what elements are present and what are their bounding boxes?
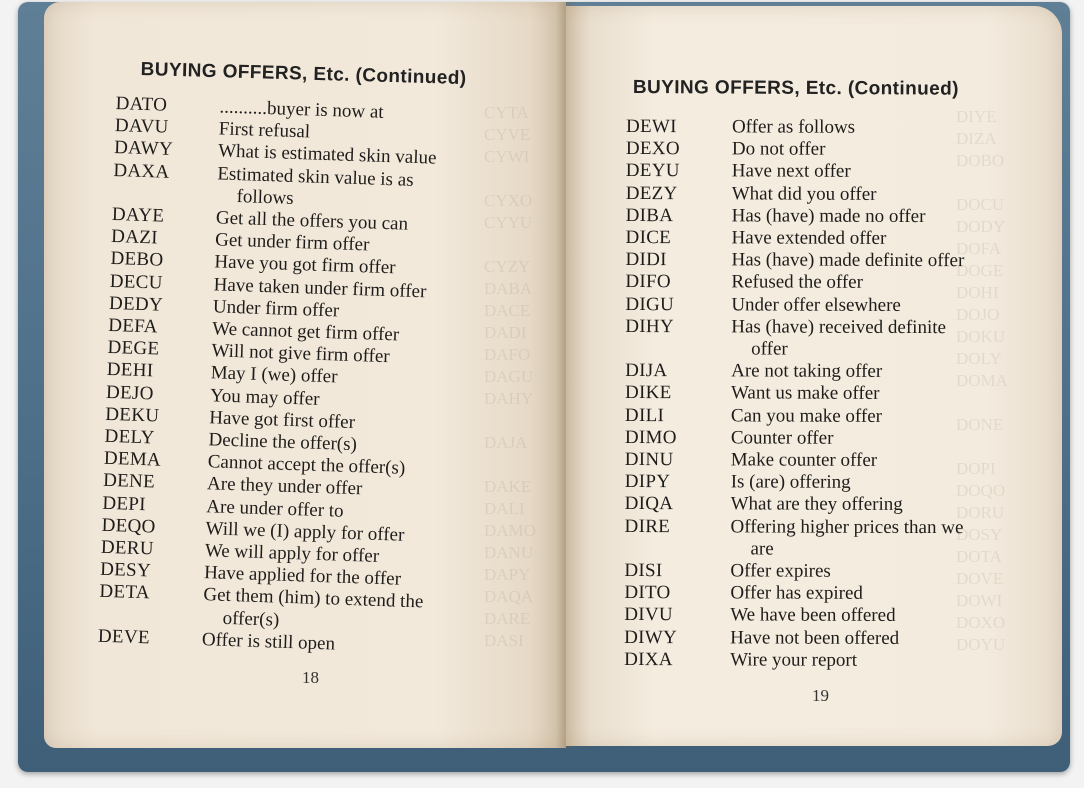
code-meaning-text: Is (are) offering bbox=[730, 471, 851, 494]
code-meaning bbox=[731, 427, 1057, 450]
code-meaning-text: First refusal bbox=[218, 118, 311, 143]
code-meaning bbox=[730, 516, 1056, 562]
code-word: DIMO bbox=[624, 426, 677, 449]
code-meaning bbox=[731, 316, 1057, 362]
code-word: DAXA bbox=[113, 159, 170, 183]
code-entry bbox=[625, 360, 1057, 384]
code-meaning-text: Offer as follows bbox=[731, 116, 856, 138]
code-meaning-text: Decline the offer(s) bbox=[208, 429, 358, 456]
code-meaning-text: Offer is still open bbox=[201, 629, 336, 655]
code-meaning-text: Have extended offer bbox=[731, 227, 887, 249]
code-meaning-text: Will not give firm offer bbox=[211, 340, 391, 368]
code-meaning-continuation: offer bbox=[751, 338, 788, 360]
code-word: DEVE bbox=[97, 625, 151, 649]
code-meaning bbox=[730, 649, 1056, 672]
code-meaning-text: Under offer elsewhere bbox=[731, 293, 901, 316]
code-meaning-text: Cannot accept the offer(s) bbox=[207, 451, 406, 480]
bleed-through-text: DIYE DIZA DOBO DOCU DODY DOFA DOGE DOHI DOJO DOKU DOLY DOMA DONE DOPI DOQO DORU DOSY DOTA DOVE DOWI DOXO DOYU bbox=[956, 107, 1008, 654]
code-meaning-text: Have not been offered bbox=[730, 627, 900, 649]
code-meaning-text: Offer expires bbox=[730, 560, 831, 582]
code-word: DEBO bbox=[110, 248, 164, 272]
code-entry bbox=[624, 582, 1056, 606]
code-meaning-text: Wire your report bbox=[730, 649, 858, 671]
code-word: DETA bbox=[99, 581, 151, 604]
code-meaning-text: Estimated skin value is as bbox=[217, 163, 414, 191]
code-word: DEFA bbox=[107, 314, 159, 338]
page-number: 18 bbox=[302, 668, 319, 687]
code-meaning bbox=[731, 449, 1057, 472]
code-entry bbox=[625, 316, 1057, 362]
code-word: DEPI bbox=[102, 492, 147, 515]
page-heading: BUYING OFFERS, Etc. (Continued) bbox=[632, 77, 959, 100]
code-word: DICE bbox=[625, 227, 672, 249]
code-entry bbox=[626, 227, 1058, 251]
code-word: DEXO bbox=[625, 138, 680, 160]
code-entry bbox=[626, 138, 1058, 162]
code-meaning-text: We cannot get firm offer bbox=[211, 318, 400, 346]
code-meaning bbox=[731, 383, 1057, 406]
code-meaning bbox=[731, 272, 1057, 295]
code-entry bbox=[626, 116, 1058, 140]
code-entry bbox=[625, 449, 1057, 473]
code-meaning-text: Have got first offer bbox=[208, 407, 356, 433]
code-meaning-continuation: offer(s) bbox=[222, 607, 280, 631]
code-word: DIKE bbox=[624, 382, 672, 404]
code-meaning bbox=[731, 250, 1057, 273]
code-entry bbox=[625, 249, 1057, 273]
code-meaning bbox=[732, 161, 1058, 184]
code-entry bbox=[624, 560, 1056, 584]
code-meaning-text: Will we (I) apply for offer bbox=[205, 518, 405, 546]
code-word: DIPY bbox=[624, 471, 671, 493]
code-meaning bbox=[731, 472, 1057, 495]
code-entry bbox=[626, 205, 1058, 229]
code-list bbox=[98, 93, 556, 662]
code-entry bbox=[624, 516, 1056, 562]
code-meaning-text: You may offer bbox=[209, 384, 320, 410]
code-word: DIDI bbox=[625, 249, 667, 271]
code-word: DAWY bbox=[113, 137, 174, 161]
code-meaning-text: Have you got firm offer bbox=[214, 251, 396, 279]
code-meaning-text: Are not taking offer bbox=[731, 360, 883, 383]
page-number: 19 bbox=[812, 686, 829, 705]
code-meaning-text: What did you offer bbox=[731, 182, 877, 205]
code-meaning-continuation: are bbox=[750, 538, 774, 560]
code-entry bbox=[626, 183, 1058, 207]
left-page bbox=[44, 2, 566, 748]
code-meaning-text: Do not offer bbox=[731, 138, 826, 160]
code-meaning bbox=[730, 605, 1056, 628]
code-word: DEMA bbox=[103, 448, 162, 471]
code-meaning-text: Want us make offer bbox=[730, 382, 880, 405]
code-word: DIQA bbox=[624, 493, 674, 515]
code-meaning-text: Have next offer bbox=[731, 160, 851, 183]
code-meaning-text: Are under offer to bbox=[205, 495, 344, 522]
code-entry bbox=[624, 627, 1056, 651]
code-word: DAYE bbox=[111, 203, 165, 227]
code-meaning bbox=[731, 294, 1057, 317]
code-meaning-text: Are they under offer bbox=[206, 473, 363, 500]
code-word: DENE bbox=[102, 470, 156, 493]
code-meaning bbox=[730, 583, 1056, 606]
code-entry bbox=[625, 294, 1057, 318]
code-word: DEDY bbox=[108, 292, 164, 316]
code-word: DELY bbox=[104, 425, 155, 449]
code-entry bbox=[625, 382, 1057, 406]
code-word: DAZI bbox=[110, 226, 159, 249]
code-word: DIRE bbox=[624, 515, 671, 537]
code-entry bbox=[626, 160, 1058, 184]
code-meaning bbox=[731, 361, 1057, 384]
code-word: DEHI bbox=[106, 359, 154, 382]
code-meaning bbox=[732, 227, 1058, 250]
code-meaning-text: Counter offer bbox=[730, 427, 834, 449]
code-word: DEYU bbox=[625, 160, 680, 182]
code-word: DEQO bbox=[101, 514, 156, 538]
code-entry bbox=[624, 649, 1056, 673]
code-meaning-text: Has (have) made definite offer bbox=[731, 249, 965, 272]
code-meaning bbox=[732, 116, 1058, 139]
page-heading: BUYING OFFERS, Etc. (Continued) bbox=[140, 59, 467, 90]
code-meaning-text: Have taken under firm offer bbox=[213, 273, 427, 303]
code-meaning-text: What are they offering bbox=[730, 493, 903, 516]
code-word: DERU bbox=[100, 536, 155, 560]
code-meaning bbox=[731, 494, 1057, 517]
code-word: DAVU bbox=[114, 115, 169, 138]
code-meaning bbox=[731, 405, 1057, 428]
code-meaning-text: Has (have) received definite bbox=[731, 316, 946, 338]
code-word: DIBA bbox=[625, 204, 674, 226]
code-meaning bbox=[730, 560, 1056, 583]
code-meaning-text: Offer has expired bbox=[730, 582, 863, 605]
code-word: DECU bbox=[109, 270, 164, 294]
code-meaning bbox=[732, 205, 1058, 228]
code-meaning-text: Get all the offers you can bbox=[215, 207, 409, 235]
code-meaning-text: Have applied for the offer bbox=[203, 562, 402, 590]
code-entry bbox=[625, 405, 1057, 429]
right-page bbox=[566, 6, 1062, 746]
code-entry bbox=[625, 271, 1057, 295]
code-word: DESY bbox=[99, 559, 152, 582]
code-meaning-text: Has (have) made no offer bbox=[731, 205, 926, 227]
code-meaning-text: May I (we) offer bbox=[210, 362, 338, 388]
code-word: DEKU bbox=[104, 403, 160, 427]
code-meaning-text: Make counter offer bbox=[730, 449, 878, 471]
code-entry bbox=[625, 427, 1057, 451]
code-word: DIWY bbox=[624, 626, 678, 648]
code-meaning-text: Get under firm offer bbox=[214, 229, 370, 256]
code-word: DIFO bbox=[625, 271, 672, 293]
code-word: DIGU bbox=[625, 293, 675, 315]
code-word: DEGE bbox=[107, 337, 160, 360]
code-word: DIXA bbox=[624, 648, 673, 671]
code-meaning-text: We will apply for offer bbox=[204, 540, 380, 568]
code-word: DATO bbox=[115, 93, 168, 116]
code-meaning bbox=[732, 183, 1058, 206]
code-meaning-text: Under firm offer bbox=[212, 296, 340, 322]
code-word: DISI bbox=[624, 560, 663, 582]
code-meaning-continuation: follows bbox=[236, 185, 294, 209]
code-meaning-text: Get them (him) to extend the bbox=[203, 584, 424, 613]
code-word: DIJA bbox=[625, 360, 668, 382]
code-meaning-text: Offering higher prices than we bbox=[730, 516, 964, 538]
code-word: DITO bbox=[624, 582, 671, 604]
code-word: DILI bbox=[624, 404, 665, 426]
code-word: DIVU bbox=[624, 604, 673, 626]
code-entry bbox=[624, 604, 1056, 628]
code-word: DIHY bbox=[625, 315, 675, 337]
code-meaning-text: ..........buyer is now at bbox=[219, 96, 384, 123]
code-word: DEWI bbox=[625, 116, 677, 138]
code-word: DEZY bbox=[625, 182, 678, 204]
code-meaning bbox=[732, 139, 1058, 162]
code-meaning bbox=[730, 627, 1056, 650]
code-list bbox=[624, 116, 1058, 673]
code-meaning-text: What is estimated skin value bbox=[217, 140, 437, 170]
code-entry bbox=[625, 471, 1057, 495]
code-entry bbox=[625, 493, 1057, 517]
bleed-through-text: CYTA CYVE CYWI CYXO CYYU CYZY DABA DACE DADI DAFO DAGU DAHY DAJA DAKE DALI DAMO DANU DAPY DAQA DARE DASI bbox=[484, 103, 536, 650]
code-meaning-text: We have been offered bbox=[730, 604, 896, 627]
code-meaning-text: Can you make offer bbox=[730, 405, 883, 427]
code-word: DEJO bbox=[105, 381, 155, 405]
code-word: DINU bbox=[624, 449, 674, 471]
code-meaning-text: Refused the offer bbox=[731, 271, 864, 294]
